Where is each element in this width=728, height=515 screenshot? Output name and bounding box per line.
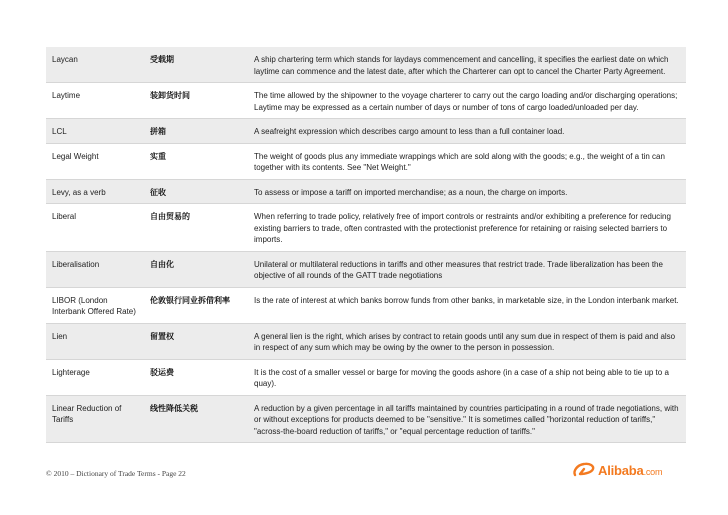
cn-cell: 伦敦银行同业拆借利率 [144,287,248,323]
table-row [46,359,686,395]
cn-cell: 装卸货时间 [144,83,248,119]
table-row [46,83,686,119]
logo-name: Alibaba [598,463,644,478]
definition-cell: It is the cost of a smaller vessel or barge for moving the goods ashore (in a case of a ship not being able to tie up to a quay). [248,359,686,395]
term-cell: Levy, as a verb [46,179,144,204]
definition-cell: A ship chartering term which stands for laydays commencement and cancelling, it specifies the earliest date on which laytime can commence and the latest date, after which the Charterer can opt to cancel the Charter Party Agreement. [248,47,686,83]
table-row [46,395,686,443]
logo-suffix: .com [643,467,663,477]
term-cell: Linear Reduction of Tariffs [46,395,144,443]
cn-cell: 留置权 [144,323,248,359]
term-cell: Legal Weight [46,143,144,179]
term-cell: Liberal [46,204,144,252]
definition-cell: The weight of goods plus any immediate wrappings which are sold along with the goods; e.g., the weight of a tin can together with its contents. See "Net Weight." [248,143,686,179]
cn-cell: 实重 [144,143,248,179]
table-row [46,47,686,83]
definition-cell: Unilateral or multilateral reductions in tariffs and other measures that restrict trade. Trade liberalization has been the objective of all rounds of the GATT trade negotiations [248,251,686,287]
term-cell: LCL [46,119,144,144]
logo-wordmark [598,463,662,478]
cn-cell: 受载期 [144,47,248,83]
page-footer: © 2010 – Dictionary of Trade Terms - Page 22 [46,469,186,478]
term-cell: Liberalisation [46,251,144,287]
table-row [46,119,686,144]
definition-cell: To assess or impose a tariff on imported merchandise; as a noun, the charge on imports. [248,179,686,204]
alibaba-logo-icon [572,461,596,481]
definition-cell: A general lien is the right, which arises by contract to retain goods until any sum due in respect of them is paid and also in respect of any sum which may be owing by the owner to the person in possession. [248,323,686,359]
table-row [46,323,686,359]
term-cell: Laytime [46,83,144,119]
term-cell: Laycan [46,47,144,83]
cn-cell: 自由化 [144,251,248,287]
cn-cell: 驳运费 [144,359,248,395]
table-row [46,251,686,287]
cn-cell: 征收 [144,179,248,204]
cn-cell: 自由贸易的 [144,204,248,252]
terms-table [46,47,686,443]
table-row [46,204,686,252]
cn-cell: 线性降低关税 [144,395,248,443]
term-cell: Lien [46,323,144,359]
cn-cell: 拼箱 [144,119,248,144]
table-row [46,287,686,323]
alibaba-logo [572,460,682,482]
table-row [46,143,686,179]
term-cell: Lighterage [46,359,144,395]
table-row [46,179,686,204]
definition-cell: A reduction by a given percentage in all tariffs maintained by countries participating in a round of trade negotiations, with or without exceptions for products deemed to be "sensitive." It is sometimes called "horizontal reduction of tariffs," "across-the-board reduction of tariffs," or "equal percentage reduction of tariffs." [248,395,686,443]
term-cell: LIBOR (London Interbank Offered Rate) [46,287,144,323]
definition-cell: The time allowed by the shipowner to the voyage charterer to carry out the cargo loading and/or discharging operations; Laytime may be expressed as a certain number of days or number of tons of cargo loaded/unloaded per day. [248,83,686,119]
definition-cell: Is the rate of interest at which banks borrow funds from other banks, in marketable size, in the London interbank market. [248,287,686,323]
definition-cell: A seafreight expression which describes cargo amount to less than a full container load. [248,119,686,144]
definition-cell: When referring to trade policy, relatively free of import controls or restraints and/or exhibiting a preference for reducing existing barriers to trade, often contrasted with the protectionist preference for retaining or raising selected barriers to imports. [248,204,686,252]
